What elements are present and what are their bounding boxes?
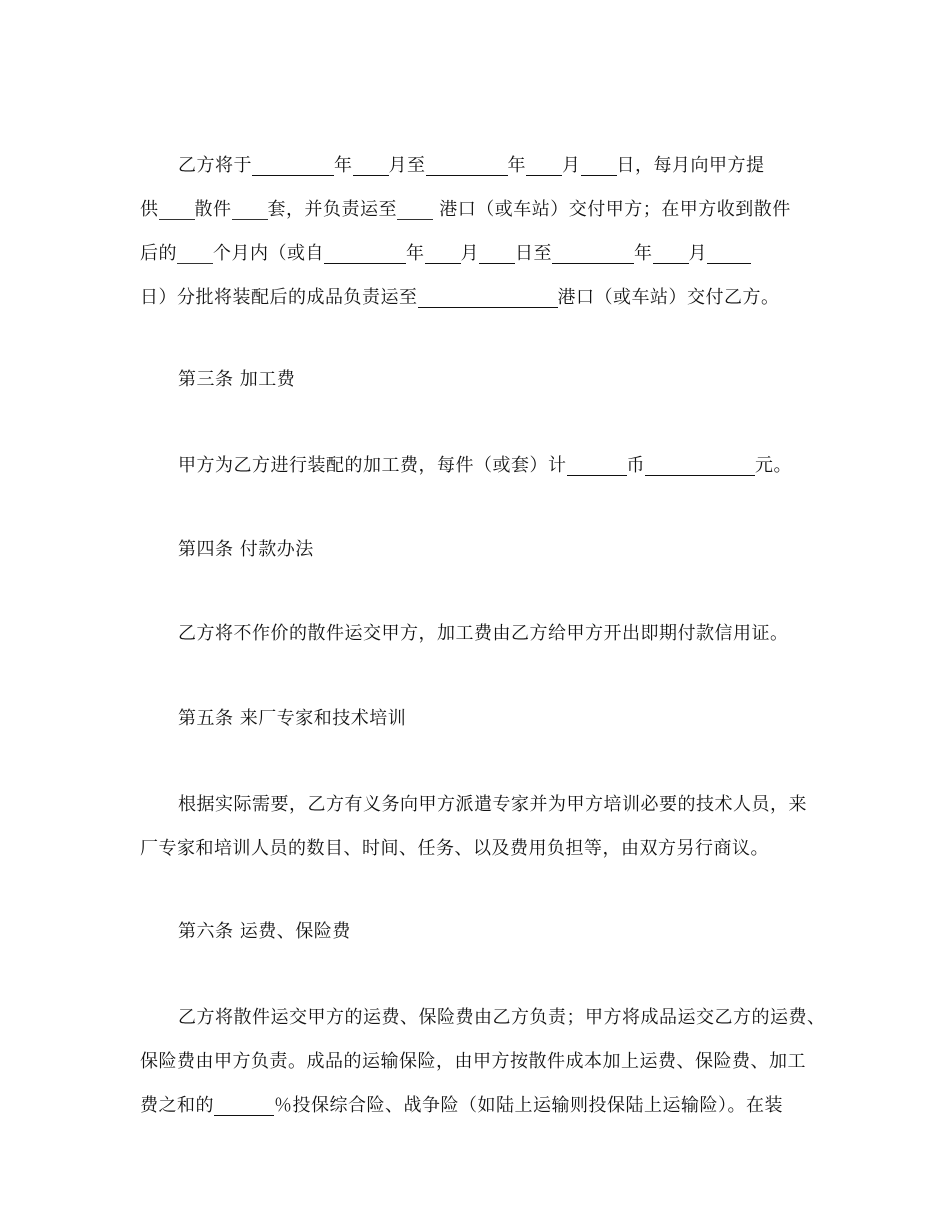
clause4-body [140,612,840,656]
blank-field [526,155,562,176]
blank-field [177,243,213,264]
blank-field [214,1095,274,1116]
clause4-line-1: 乙方将不作价的散件运交甲方，加工费由乙方给甲方开出即期付款信用证。 [178,623,789,644]
clause6-heading: 第六条 运费、保险费 [178,921,351,942]
clause2-paragraph [140,144,840,320]
text: 后的 [140,243,177,264]
text: 散件 [194,199,232,220]
text: 年 [334,155,353,176]
text: 甲方为乙方进行装配的加工费，每件（或套）计 [178,455,567,476]
text: 月 [460,243,479,264]
blank-field [552,243,634,264]
blank-field [324,243,406,264]
blank-field [645,455,755,476]
clause2-line-3 [140,232,840,276]
clause3-body [140,444,840,488]
text: 年 [507,155,526,176]
blank-field [397,199,433,220]
clause5-line-1: 根据实际需要，乙方有义务向甲方派遣专家并为甲方培训必要的技术人员，来 [178,794,807,815]
clause3-line-1 [140,444,840,488]
text: 港口（或车站）交付乙方。 [557,287,780,308]
clause2-line-2 [140,188,840,232]
clause6-body [140,996,840,1128]
text: 年 [634,243,653,264]
text: 月 [562,155,581,176]
clause5-body [140,783,840,871]
clause6-line-3 [140,1084,840,1128]
blank-field [426,155,508,176]
text: 费之和的 [140,1095,214,1116]
blank-field [418,287,558,308]
blank-field [353,155,389,176]
blank-field [425,243,461,264]
clause6-line-1: 乙方将散件运交甲方的运费、保险费由乙方负责；甲方将成品运交乙方的运费、 [178,1007,826,1028]
clause4-heading: 第四条 付款办法 [178,539,314,560]
text: 港口（或车站）交付甲方；在甲方收到散件 [433,199,791,220]
clause2-line-1 [140,144,840,188]
text: 日）分批将装配后的成品负责运至 [140,287,418,308]
clause5-line-2: 厂专家和培训人员的数目、时间、任务、以及费用负担等，由双方另行商议。 [140,838,769,859]
blank-field [567,455,627,476]
blank-field [581,155,617,176]
text: 日，每月向甲方提 [616,155,765,176]
clause5-heading: 第五条 来厂专家和技术培训 [178,708,407,729]
text: 套，并负责运至 [267,199,397,220]
text: ％投保综合险、战争险（如陆上运输则投保陆上运输险）。在装 [274,1095,783,1116]
text: 年 [406,243,425,264]
clause6-line-2: 保险费由甲方负责。成品的运输保险，由甲方按散件成本加上运费、保险费、加工 [140,1051,806,1072]
text: 日至 [515,243,552,264]
text: 个月内（或自 [213,243,324,264]
text: 币 [626,455,645,476]
blank-field [252,155,334,176]
blank-field [707,243,751,264]
blank-field [232,199,268,220]
text: 月至 [388,155,426,176]
blank-field [479,243,515,264]
clause2-line-4 [140,276,840,320]
blank-field [159,199,195,220]
text: 元。 [755,455,792,476]
text: 乙方将于 [178,155,252,176]
text: 供 [140,199,159,220]
clause3-heading: 第三条 加工费 [178,369,296,390]
blank-field [653,243,689,264]
text: 月 [688,243,707,264]
